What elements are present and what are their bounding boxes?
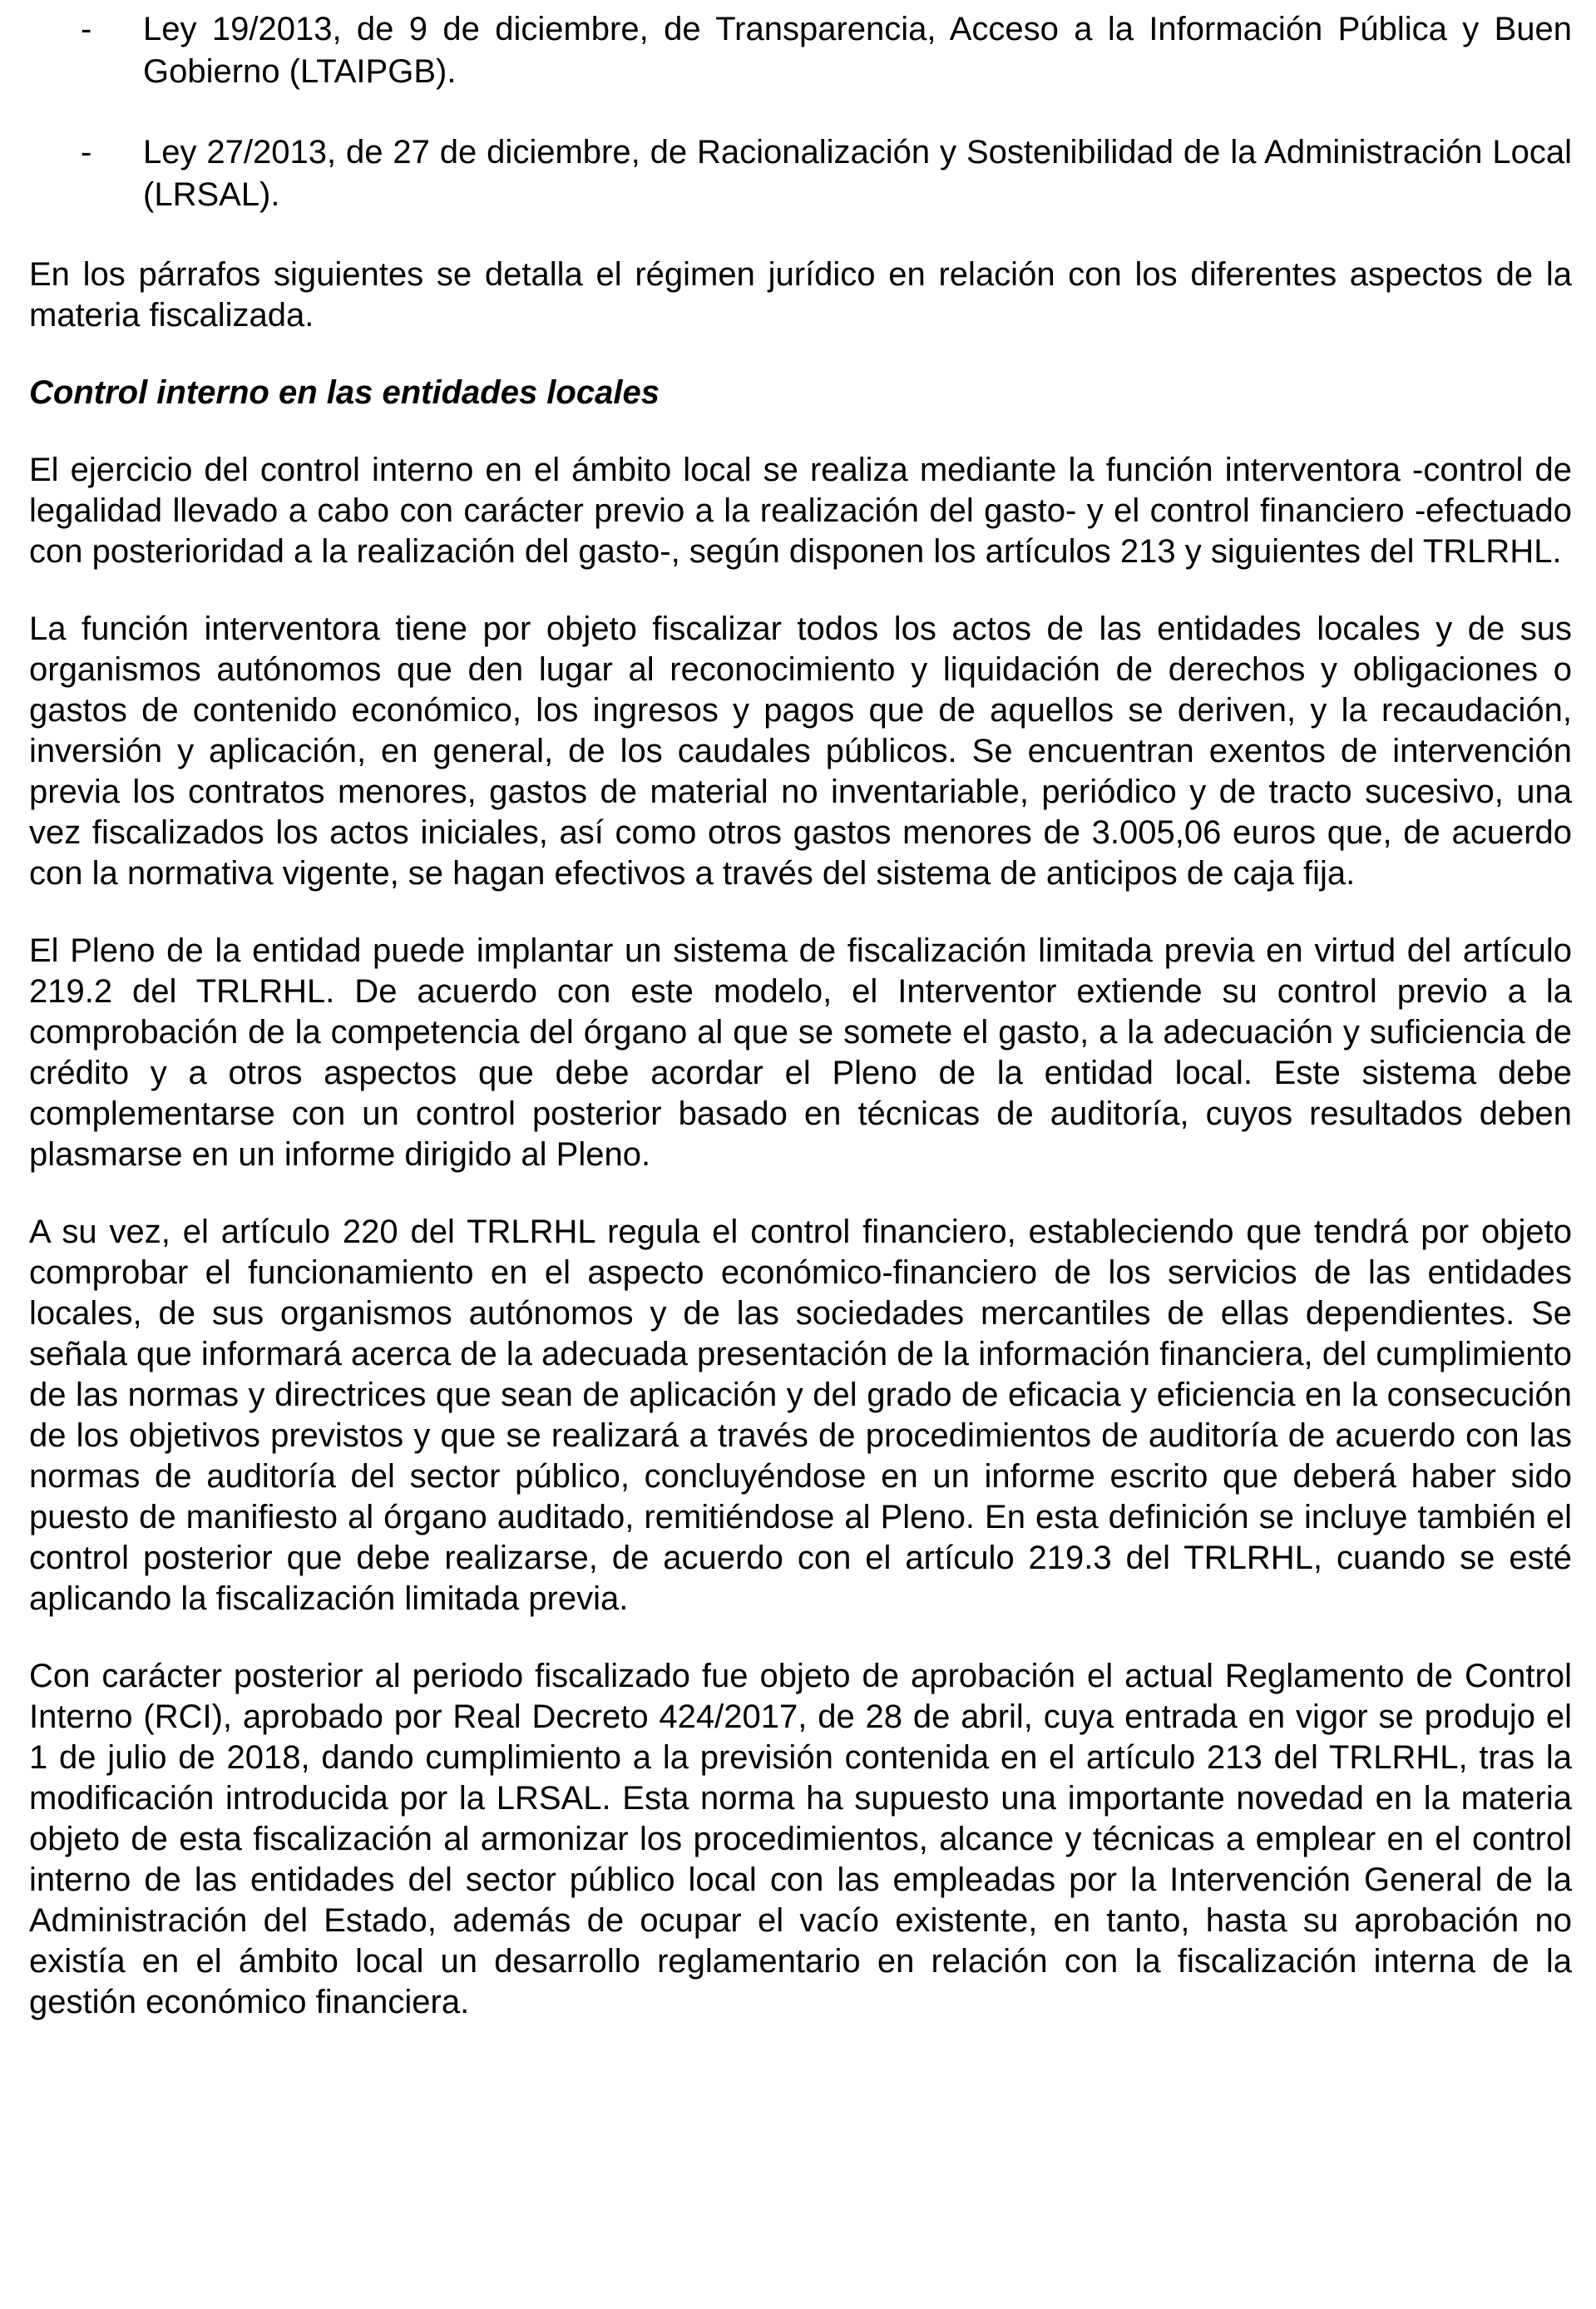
- body-paragraph: La función interventora tiene por objeto fiscalizar todos los actos de las entidades locales y de sus organismos autónomos que den lugar al reconocimiento y liquidación de derechos y obligaciones o gastos de contenido económico, los ingresos y pagos que de aquellos se deriven, y la recaudación, inversión y aplicación, en general, de los caudales públicos. Se encuentran exentos de intervención previa los contratos menores, gastos de material no inventariable, periódico y de tracto sucesivo, una vez fiscalizados los actos iniciales, así como otros gastos menores de 3.005,06 euros que, de acuerdo con la normativa vigente, se hagan efectivos a través del sistema de anticipos de caja fija.: [29, 611, 1572, 892]
- document-page: [29, 8, 1572, 2059]
- body-paragraph: Con carácter posterior al periodo fiscalizado fue objeto de aprobación el actual Reglamento de Control Interno (RCI), aprobado por Real Decreto 424/2017, de 28 de abril, cuya entrada en vigor se produjo el 1 de julio de 2018, dando cumplimiento a la previsión contenida en el artículo 213 del TRLRHL, tras la modificación introducida por la LRSAL. Esta norma ha supuesto una importante novedad en la materia objeto de esta fiscalización al armonizar los procedimientos, alcance y técnicas a emplear en el control interno de las entidades del sector público local con las empleadas por la Intervención General de la Administración del Estado, además de ocupar el vacío existente, en tanto, hasta su aprobación no existía en el ámbito local un desarrollo reglamentario en relación con la fiscalización interna de la gestión económico financiera.: [29, 1658, 1572, 2020]
- list-item: [29, 131, 1572, 216]
- section-heading: Control interno en las entidades locales: [29, 374, 660, 411]
- bullet-dash: -: [81, 11, 92, 47]
- body-paragraph: A su vez, el artículo 220 del TRLRHL regula el control financiero, estableciendo que tendrá por objeto comprobar el funcionamiento en el aspecto económico-financiero de los servicios de las entidades locales, de sus organismos autónomos y de las sociedades mercantiles de ellas dependientes. Se señala que informará acerca de la adecuada presentación de la información financiera, del cumplimiento de las normas y directrices que sean de aplicación y del grado de eficacia y eficiencia en la consecución de los objetivos previstos y que se realizará a través de procedimientos de auditoría de acuerdo con las normas de auditoría del sector público, concluyéndose en un informe escrito que deberá haber sido puesto de manifiesto al órgano auditado, remitiéndose al Pleno. En esta definición se incluye también el control posterior que debe realizarse, de acuerdo con el artículo 219.3 del TRLRHL, cuando se esté aplicando la fiscalización limitada previa.: [29, 1214, 1572, 1617]
- bullet-dash: -: [81, 134, 92, 171]
- body-paragraph: El ejercicio del control interno en el ámbito local se realiza mediante la función interventora -control de legalidad llevado a cabo con carácter previo a la realización del gasto- y el control financiero -efectuado con posterioridad a la realización del gasto-, según disponen los artículos 213 y siguientes del TRLRHL.: [29, 452, 1572, 570]
- list-item: [29, 8, 1572, 93]
- list-item-text: Ley 19/2013, de 9 de diciembre, de Transparencia, Acceso a la Información Pública y Buen Gobierno (LTAIPGB).: [143, 11, 1572, 90]
- intro-paragraph: En los párrafos siguientes se detalla el régimen jurídico en relación con los diferentes aspectos de la materia fiscalizada.: [29, 256, 1572, 334]
- list-item-text: Ley 27/2013, de 27 de diciembre, de Racionalización y Sostenibilidad de la Administración Local (LRSAL).: [143, 134, 1572, 213]
- body-paragraph: El Pleno de la entidad puede implantar un sistema de fiscalización limitada previa en virtud del artículo 219.2 del TRLRHL. De acuerdo con este modelo, el Interventor extiende su control previo a la comprobación de la competencia del órgano al que se somete el gasto, a la adecuación y suficiencia de crédito y a otros aspectos que debe acordar el Pleno de la entidad local. Este sistema debe complementarse con un control posterior basado en técnicas de auditoría, cuyos resultados deben plasmarse en un informe dirigido al Pleno.: [29, 932, 1572, 1173]
